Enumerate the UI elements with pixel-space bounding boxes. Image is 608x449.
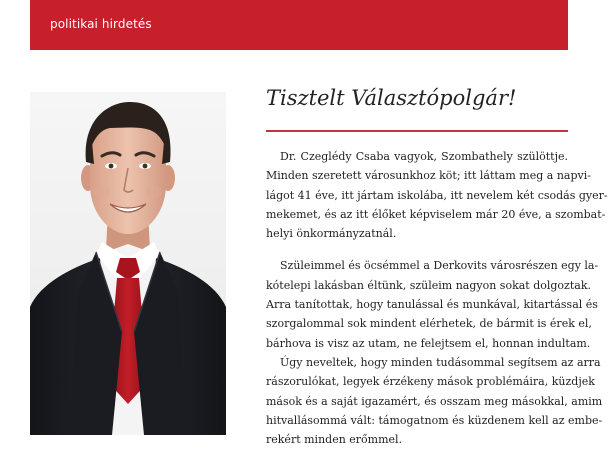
- heading-divider: [266, 130, 568, 132]
- text-line: rekért minden erőmmel.: [266, 433, 403, 447]
- text-line: Úgy neveltek, hogy minden tudásommal segítsem az arra: [280, 355, 601, 369]
- text-line: lágot 41 éve, itt jártam iskolába, itt nevelem két csodás gyer-: [266, 188, 608, 202]
- text-line: Arra tanítottak, hogy tanulással és munkával, kitartással és: [266, 298, 598, 312]
- text-line: mekemet, és az itt élőket képviselem már 20 éve, a szombat-: [266, 207, 606, 221]
- text-line: Dr. Czeglédy Csaba vagyok, Szombathely szülöttje.: [280, 150, 568, 163]
- banner-label: politikai hirdetés: [50, 17, 152, 31]
- text-line: bárhova is visz az utam, ne felejtsem el, honnan indultam.: [266, 336, 591, 350]
- paragraph: [266, 256, 599, 352]
- text-line: kótelepi lakásban éltünk, szüleim nagyon sokat dolgoztak.: [266, 278, 591, 292]
- political-ad-banner: [30, 0, 568, 50]
- candidate-portrait-photo: [30, 92, 226, 435]
- text-line: Minden szeretett városunkhoz köt; itt láttam meg a napvi-: [266, 169, 591, 183]
- text-line: hitvallásommá vált: támogatnom és küzdenem kell az embe-: [266, 413, 603, 427]
- candidate-portrait-icon: [30, 92, 226, 435]
- text-line: rászorulókat, legyek érzékeny mások problémáira, küzdjek: [266, 375, 595, 389]
- text-line: szorgalommal sok mindent elérhetek, de bármit is érek el,: [266, 317, 592, 331]
- text-line: helyi önkormányzatnál.: [266, 227, 397, 241]
- letter-salutation: Tisztelt Választópolgár!: [266, 86, 517, 110]
- letter-body: [266, 147, 608, 449]
- text-line: Szüleimmel és öcsémmel a Derkovits városrészen egy la-: [280, 259, 599, 273]
- text-line: mások és a saját igazamért, és osszam meg másokkal, amim: [266, 394, 603, 408]
- paragraph-gap: [266, 243, 568, 256]
- paragraph: [266, 147, 608, 243]
- paragraph: [266, 353, 603, 449]
